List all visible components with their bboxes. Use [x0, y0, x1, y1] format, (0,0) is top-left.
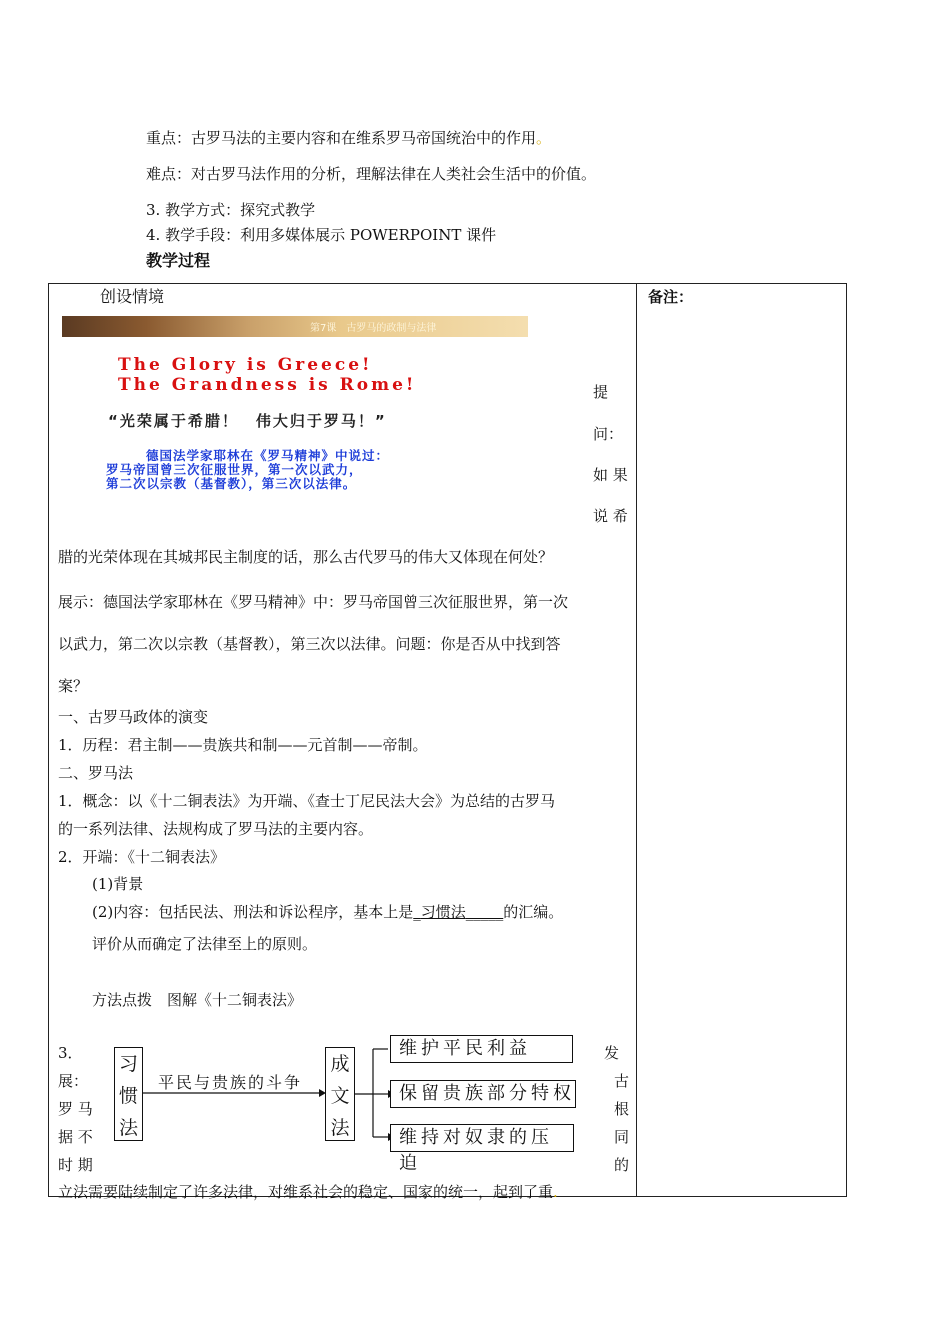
wrap-left-5: 时 期: [58, 1156, 93, 1174]
concept-line-2: 的一系列法律、法规构成了罗马法的主要内容。: [58, 820, 374, 838]
wrap-left-3: 罗 马: [58, 1100, 93, 1118]
process-title: 教学过程: [146, 251, 211, 270]
wrap-right-4: 同: [614, 1128, 630, 1146]
side-question-4: 说 希: [593, 507, 628, 525]
evaluation-line: 评价从而确定了法律至上的原则。: [92, 935, 318, 953]
customary-law-box: 习 惯 法: [114, 1047, 143, 1141]
teaching-means: 4. 教学手段：利用多媒体展示 POWERPOINT 课件: [146, 226, 497, 244]
side-question-3: 如 果: [593, 466, 628, 484]
protect-plebeians-box: 维护平民利益: [390, 1035, 573, 1063]
glory-line-1: The Glory is Greece!: [118, 355, 373, 375]
slide-blue-line-2: 罗马帝国曾三次征服世界，第一次以武力，: [106, 462, 363, 477]
table-column-divider: [636, 283, 637, 1197]
show-line-3: 案？: [58, 677, 89, 695]
show-line-2: 以武力，第二次以宗教（基督教），第三次以法律。问题：你是否从中找到答: [58, 635, 561, 653]
glory-line-2: The Grandness is Rome!: [118, 375, 417, 395]
struggle-arrow: [143, 1085, 326, 1101]
show-line-1: 展示：德国法学家耶林在《罗马精神》中：罗马帝国曾三次征服世界，第一次: [58, 593, 569, 611]
section-title: 创设情境: [100, 287, 165, 306]
notes-header: 备注：: [648, 288, 694, 306]
side-question-2: 问：: [593, 425, 624, 443]
wrap-right-2: 古: [614, 1072, 630, 1090]
wrap-right-3: 根: [614, 1100, 630, 1118]
method-tip: 方法点拨 图解《十二铜表法》: [92, 991, 303, 1009]
heading-1: 一、古罗马政体的演变: [58, 708, 209, 726]
heading-1-item-1: 1．历程：君主制——贵族共和制——元首制——帝制。: [58, 736, 428, 754]
last-line: 立法需要陆续制定了许多法律，对维系社会的稳定、国家的统一，起到了重.: [58, 1183, 558, 1201]
difficulty-points: 难点：对古罗马法作用的分析，理解法律在人类社会生活中的价值。: [146, 165, 597, 183]
side-question-1: 提: [593, 383, 609, 401]
slide-banner-text: 第7课 古罗马的政制与法律: [310, 323, 437, 334]
slide-quote: “光荣属于希腊！ 伟大归于罗马！”: [108, 412, 387, 430]
wrap-left-1: 3．: [58, 1044, 83, 1062]
branch-arrows: [355, 1045, 395, 1145]
slide-banner: [62, 316, 528, 337]
wrap-right-1: 发: [604, 1044, 620, 1062]
wrap-right-5: 的: [614, 1156, 630, 1174]
key-points: 重点：古罗马法的主要内容和在维系罗马帝国统治中的作用。: [146, 129, 552, 147]
background-item: (1)背景: [92, 875, 144, 893]
slide-blue-line-3: 第二次以宗教（基督教），第三次以法律。: [106, 476, 357, 491]
heading-2: 二、罗马法: [58, 764, 134, 782]
written-law-box: 成 文 法: [325, 1047, 355, 1141]
content-item: (2)内容：包括民法、刑法和诉讼程序，基本上是_习惯法_____的汇编。: [92, 903, 564, 921]
teaching-method: 3. 教学方式：探究式教学: [146, 201, 316, 219]
concept-line-1: 1．概念：以《十二铜表法》为开端、《查士丁尼民法大会》为总结的古罗马: [58, 792, 556, 810]
struggle-label: 平民与贵族的斗争: [158, 1073, 303, 1092]
origin-line: 2．开端：《十二铜表法》: [58, 848, 226, 866]
retain-privileges-box: 保留贵族部分特权: [390, 1080, 576, 1108]
oppress-slaves-box: 维持对奴隶的压迫: [390, 1124, 574, 1152]
slide-blue-line-1: 德国法学家耶林在《罗马精神》中说过：: [146, 448, 390, 463]
question-continued: 腊的光荣体现在其城邦民主制度的话，那么古代罗马的伟大又体现在何处？: [58, 548, 554, 566]
wrap-left-4: 据 不: [58, 1128, 93, 1146]
wrap-left-2: 展：: [58, 1072, 89, 1090]
